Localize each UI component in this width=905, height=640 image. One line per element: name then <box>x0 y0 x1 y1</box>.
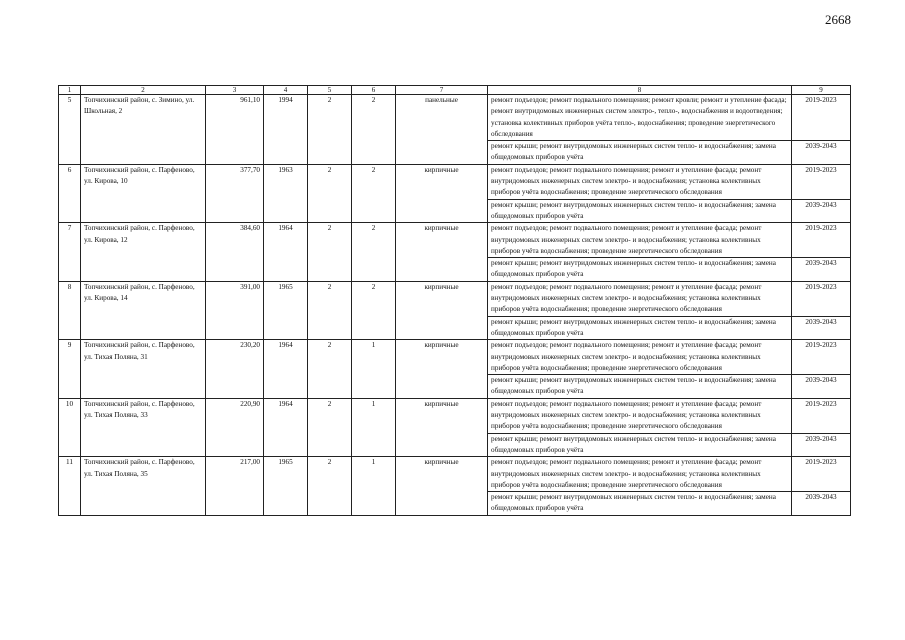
row-number: 9 <box>59 340 81 398</box>
period-cell: 2019-2023 <box>792 281 851 316</box>
year-cell: 1964 <box>264 398 308 456</box>
period-cell: 2039-2043 <box>792 141 851 165</box>
column-number-row <box>59 86 851 95</box>
column-header: 9 <box>792 86 851 95</box>
row-number: 10 <box>59 398 81 456</box>
works-cell: ремонт подъездов; ремонт подвального помещения; ремонт кровли; ремонт и утепление фасада; ремонт внутридомовых инженерных систем электро-, тепло-, водоснабжения и водоотведения; установка колективных приборов учёта тепло-, водоснабжения; проведение энергетического обследования <box>488 95 792 141</box>
column-header: 1 <box>59 86 81 95</box>
address-cell: Топчихинский район, с. Парфеново, ул. Тихая Поляна, 33 <box>81 398 206 456</box>
works-cell: ремонт крыши; ремонт внутридомовых инженерных систем тепло- и водоснабжения; замена общедомовых приборов учёта <box>488 199 792 223</box>
floors-cell: 2 <box>308 164 352 222</box>
address-cell: Топчихинский район, с. Парфеново, ул. Тихая Поляна, 35 <box>81 457 206 515</box>
works-cell: ремонт крыши; ремонт внутридомовых инженерных систем тепло- и водоснабжения; замена общедомовых приборов учёта <box>488 258 792 282</box>
column-header: 2 <box>81 86 206 95</box>
floors-cell: 2 <box>308 340 352 398</box>
entrances-cell: 1 <box>352 340 396 398</box>
period-cell: 2039-2043 <box>792 316 851 340</box>
address-cell: Топчихинский район, с. Парфеново, ул. Кирова, 10 <box>81 164 206 222</box>
table-row <box>59 457 851 492</box>
works-cell: ремонт подъездов; ремонт подвального помещения; ремонт и утепление фасада; ремонт внутридомовых инженерных систем электро- и водоснабжения; установка колективных приборов учёта водоснабжения; проведение энергетического обследования <box>488 398 792 433</box>
address-cell: Топчихинский район, с. Зимино, ул. Школьная, 2 <box>81 95 206 165</box>
year-cell: 1964 <box>264 223 308 281</box>
column-header: 6 <box>352 86 396 95</box>
floors-cell: 2 <box>308 223 352 281</box>
entrances-cell: 2 <box>352 95 396 165</box>
area-cell: 391,00 <box>206 281 264 339</box>
works-cell: ремонт подъездов; ремонт подвального помещения; ремонт и утепление фасада; ремонт внутридомовых инженерных систем электро- и водоснабжения; установка колективных приборов учёта водоснабжения; проведение энергетического обследования <box>488 457 792 492</box>
material-cell: кирпичные <box>396 398 488 456</box>
period-cell: 2039-2043 <box>792 433 851 457</box>
floors-cell: 2 <box>308 457 352 515</box>
material-cell: кирпичные <box>396 457 488 515</box>
material-cell: кирпичные <box>396 340 488 398</box>
table-row <box>59 398 851 433</box>
area-cell: 377,70 <box>206 164 264 222</box>
column-header: 5 <box>308 86 352 95</box>
column-header: 3 <box>206 86 264 95</box>
year-cell: 1964 <box>264 340 308 398</box>
area-cell: 217,00 <box>206 457 264 515</box>
works-cell: ремонт подъездов; ремонт подвального помещения; ремонт и утепление фасада; ремонт внутридомовых инженерных систем электро- и водоснабжения; установка колективных приборов учёта водоснабжения; проведение энергетического обследования <box>488 223 792 258</box>
table-row <box>59 223 851 258</box>
period-cell: 2039-2043 <box>792 199 851 223</box>
area-cell: 961,10 <box>206 95 264 165</box>
entrances-cell: 1 <box>352 457 396 515</box>
table-row <box>59 281 851 316</box>
entrances-cell: 2 <box>352 223 396 281</box>
row-number: 5 <box>59 95 81 165</box>
works-cell: ремонт крыши; ремонт внутридомовых инженерных систем тепло- и водоснабжения; замена общедомовых приборов учёта <box>488 141 792 165</box>
floors-cell: 2 <box>308 398 352 456</box>
entrances-cell: 1 <box>352 398 396 456</box>
works-cell: ремонт крыши; ремонт внутридомовых инженерных систем тепло- и водоснабжения; замена общедомовых приборов учёта <box>488 433 792 457</box>
address-cell: Топчихинский район, с. Парфеново, ул. Кирова, 12 <box>81 223 206 281</box>
table-row <box>59 95 851 141</box>
works-cell: ремонт крыши; ремонт внутридомовых инженерных систем тепло- и водоснабжения; замена общедомовых приборов учёта <box>488 316 792 340</box>
works-cell: ремонт крыши; ремонт внутридомовых инженерных систем тепло- и водоснабжения; замена общедомовых приборов учёта <box>488 492 792 516</box>
period-cell: 2019-2023 <box>792 398 851 433</box>
period-cell: 2019-2023 <box>792 95 851 141</box>
row-number: 7 <box>59 223 81 281</box>
period-cell: 2019-2023 <box>792 340 851 375</box>
period-cell: 2019-2023 <box>792 164 851 199</box>
row-number: 8 <box>59 281 81 339</box>
works-cell: ремонт крыши; ремонт внутридомовых инженерных систем тепло- и водоснабжения; замена общедомовых приборов учёта <box>488 375 792 399</box>
material-cell: кирпичные <box>396 164 488 222</box>
material-cell: кирпичные <box>396 281 488 339</box>
works-cell: ремонт подъездов; ремонт подвального помещения; ремонт и утепление фасада; ремонт внутридомовых инженерных систем электро- и водоснабжения; установка колективных приборов учёта водоснабжения; проведение энергетического обследования <box>488 281 792 316</box>
table-row <box>59 340 851 375</box>
address-cell: Топчихинский район, с. Парфеново, ул. Тихая Поляна, 31 <box>81 340 206 398</box>
year-cell: 1965 <box>264 281 308 339</box>
row-number: 6 <box>59 164 81 222</box>
column-header: 4 <box>264 86 308 95</box>
period-cell: 2039-2043 <box>792 375 851 399</box>
material-cell: кирпичные <box>396 223 488 281</box>
year-cell: 1965 <box>264 457 308 515</box>
page-number: 2668 <box>825 12 851 27</box>
floors-cell: 2 <box>308 281 352 339</box>
year-cell: 1994 <box>264 95 308 165</box>
area-cell: 230,20 <box>206 340 264 398</box>
works-cell: ремонт подъездов; ремонт подвального помещения; ремонт и утепление фасада; ремонт внутридомовых инженерных систем электро- и водоснабжения; установка колективных приборов учёта водоснабжения; проведение энергетического обследования <box>488 340 792 375</box>
area-cell: 220,90 <box>206 398 264 456</box>
floors-cell: 2 <box>308 95 352 165</box>
column-header: 8 <box>488 86 792 95</box>
row-number: 11 <box>59 457 81 515</box>
material-cell: панельные <box>396 95 488 165</box>
period-cell: 2019-2023 <box>792 457 851 492</box>
table-row <box>59 164 851 199</box>
entrances-cell: 2 <box>352 164 396 222</box>
column-header: 7 <box>396 86 488 95</box>
works-cell: ремонт подъездов; ремонт подвального помещения; ремонт и утепление фасада; ремонт внутридомовых инженерных систем электро- и водоснабжения; установка колективных приборов учёта водоснабжения; проведение энергетического обследования <box>488 164 792 199</box>
entrances-cell: 2 <box>352 281 396 339</box>
housing-registry-table <box>58 85 851 516</box>
address-cell: Топчихинский район, с. Парфеново, ул. Кирова, 14 <box>81 281 206 339</box>
period-cell: 2019-2023 <box>792 223 851 258</box>
period-cell: 2039-2043 <box>792 492 851 516</box>
period-cell: 2039-2043 <box>792 258 851 282</box>
area-cell: 384,60 <box>206 223 264 281</box>
year-cell: 1963 <box>264 164 308 222</box>
